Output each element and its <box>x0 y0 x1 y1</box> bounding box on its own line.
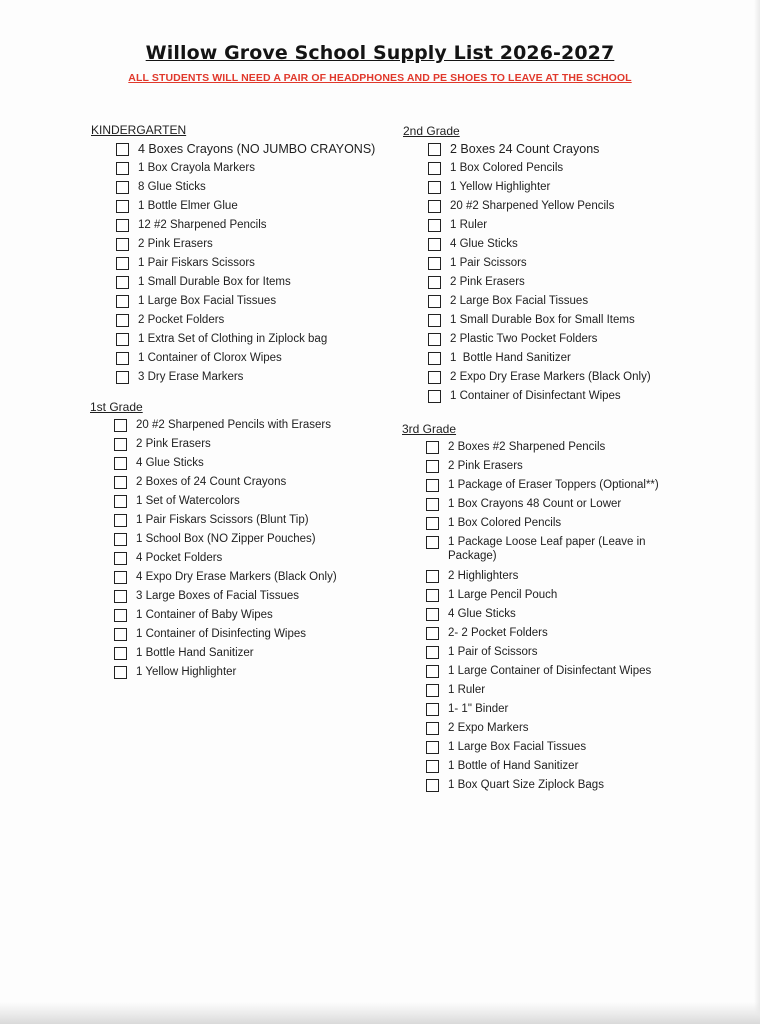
item-label: 2 Plastic Two Pocket Folders <box>450 333 598 345</box>
list-item <box>116 218 375 237</box>
item-label: 1 Large Box Facial Tissues <box>138 295 277 307</box>
list-item <box>426 721 659 740</box>
item-label: 1 School Box (NO Zipper Pouches) <box>136 533 316 545</box>
checkbox[interactable] <box>426 684 439 697</box>
checkbox[interactable] <box>428 390 441 403</box>
item-label: 1 Bottle of Hand Sanitizer <box>448 760 579 772</box>
checkbox[interactable] <box>116 314 129 327</box>
checkbox[interactable] <box>114 590 127 603</box>
list-item <box>426 459 659 478</box>
grade2-section <box>403 123 651 408</box>
list-item <box>116 370 375 389</box>
item-label: 3 Dry Erase Markers <box>138 371 244 383</box>
item-label: 2 Highlighters <box>448 570 519 582</box>
kindergarten-list <box>116 142 375 389</box>
checkbox[interactable] <box>116 352 129 365</box>
list-item <box>426 607 659 626</box>
page-title: Willow Grove School Supply List 2026-2027 <box>145 42 615 64</box>
checkbox[interactable] <box>114 495 127 508</box>
item-label: 1 Container of Disinfecting Wipes <box>136 628 307 640</box>
item-label: 2 Pink Erasers <box>450 276 525 288</box>
checkbox[interactable] <box>428 143 441 156</box>
list-item <box>116 180 375 199</box>
list-item <box>114 608 337 627</box>
item-label: 1 Pair Scissors <box>450 257 527 269</box>
item-label: 1 Bottle Hand Sanitizer <box>136 647 254 659</box>
list-item <box>426 626 659 645</box>
checkbox[interactable] <box>114 514 127 527</box>
item-label: 2 Boxes #2 Sharpened Pencils <box>448 441 606 453</box>
checkbox[interactable] <box>426 589 439 602</box>
checkbox[interactable] <box>116 143 129 156</box>
list-item <box>426 588 659 607</box>
item-label: 4 Glue Sticks <box>450 238 518 250</box>
item-label: 2 Pocket Folders <box>138 314 225 326</box>
checkbox[interactable] <box>114 457 127 470</box>
list-item <box>114 532 337 551</box>
item-label: 1 Package Loose Leaf paper (Leave in Package) <box>448 536 646 562</box>
item-label: 1 Container of Baby Wipes <box>136 609 273 621</box>
list-item <box>428 142 651 161</box>
section-title: 2nd Grade <box>403 124 460 138</box>
list-item <box>428 237 651 256</box>
item-label: 1- 1" Binder <box>448 703 509 715</box>
checkbox[interactable] <box>428 314 441 327</box>
item-label: 1 Pair Fiskars Scissors <box>138 257 255 269</box>
checkbox[interactable] <box>426 779 439 792</box>
list-item <box>116 142 375 161</box>
checkbox[interactable] <box>426 460 439 473</box>
item-label: 1 Pair Fiskars Scissors (Blunt Tip) <box>136 514 309 526</box>
list-item <box>426 535 659 569</box>
section-title: 3rd Grade <box>402 422 457 436</box>
list-item <box>114 570 337 589</box>
list-item <box>116 351 375 370</box>
list-item <box>426 569 659 588</box>
list-item <box>426 516 659 535</box>
checkbox[interactable] <box>426 479 439 492</box>
grade1-section <box>90 399 337 684</box>
grade3-section <box>402 421 659 797</box>
checkbox[interactable] <box>116 238 129 251</box>
list-item <box>426 740 659 759</box>
checkbox[interactable] <box>426 608 439 621</box>
checkbox[interactable] <box>116 181 129 194</box>
checkbox[interactable] <box>114 647 127 660</box>
list-item <box>114 437 337 456</box>
item-label: 12 #2 Sharpened Pencils <box>138 219 267 231</box>
list-item <box>114 665 337 684</box>
item-label: 2 Boxes of 24 Count Crayons <box>136 476 287 488</box>
list-item <box>428 313 651 332</box>
item-label: 4 Glue Sticks <box>136 457 204 469</box>
item-label: 2 Pink Erasers <box>138 238 213 250</box>
list-item <box>116 275 375 294</box>
checkbox[interactable] <box>428 219 441 232</box>
checkbox[interactable] <box>426 665 439 678</box>
list-item <box>114 513 337 532</box>
checkbox[interactable] <box>426 536 439 549</box>
item-label: 1 Small Durable Box for Small Items <box>450 314 635 326</box>
item-label: 1 Box Colored Pencils <box>450 162 564 174</box>
list-item <box>426 683 659 702</box>
page-bottom-shadow <box>0 1002 760 1024</box>
item-label: 1 Bottle Elmer Glue <box>138 200 238 212</box>
page-edge <box>754 0 760 1024</box>
list-item <box>428 370 651 389</box>
list-item <box>426 778 659 797</box>
list-item <box>114 494 337 513</box>
checkbox[interactable] <box>116 333 129 346</box>
list-item <box>428 256 651 275</box>
checkbox[interactable] <box>426 646 439 659</box>
item-label: 1 Ruler <box>448 684 486 696</box>
list-item <box>116 313 375 332</box>
list-item <box>116 256 375 275</box>
list-item <box>116 161 375 180</box>
checkbox[interactable] <box>426 517 439 530</box>
grade1-list <box>114 418 337 684</box>
grade2-list <box>428 142 651 408</box>
list-item <box>426 478 659 497</box>
checkbox[interactable] <box>114 666 127 679</box>
grade3-list <box>426 440 659 797</box>
checkbox[interactable] <box>114 533 127 546</box>
list-item <box>428 389 651 408</box>
list-item <box>426 759 659 778</box>
checkbox[interactable] <box>428 181 441 194</box>
list-item <box>426 702 659 721</box>
item-label: 2 Pink Erasers <box>448 460 523 472</box>
list-item <box>114 475 337 494</box>
checkbox[interactable] <box>426 703 439 716</box>
item-label: 1 Set of Watercolors <box>136 495 240 507</box>
list-item <box>426 440 659 459</box>
checkbox[interactable] <box>426 741 439 754</box>
checkbox[interactable] <box>426 498 439 511</box>
list-item <box>114 456 337 475</box>
checkbox[interactable] <box>116 257 129 270</box>
list-item <box>426 497 659 516</box>
checkbox[interactable] <box>428 371 441 384</box>
list-item <box>428 180 651 199</box>
item-label: 2 Pink Erasers <box>136 438 211 450</box>
item-label: 20 #2 Sharpened Pencils with Erasers <box>136 419 331 431</box>
checkbox[interactable] <box>114 571 127 584</box>
checkbox[interactable] <box>116 219 129 232</box>
checkbox[interactable] <box>114 552 127 565</box>
list-item <box>114 627 337 646</box>
checkbox[interactable] <box>116 371 129 384</box>
item-label: 1 Container of Disinfectant Wipes <box>450 390 621 402</box>
list-item <box>116 332 375 351</box>
item-label: 1 Small Durable Box for Items <box>138 276 291 288</box>
item-label: 1 Ruler <box>450 219 488 231</box>
checkbox[interactable] <box>426 627 439 640</box>
checkbox[interactable] <box>428 276 441 289</box>
checkbox[interactable] <box>114 609 127 622</box>
list-item <box>428 294 651 313</box>
list-item <box>426 645 659 664</box>
list-item <box>116 294 375 313</box>
checkbox[interactable] <box>114 419 127 432</box>
list-item <box>428 332 651 351</box>
item-label: 1 Package of Eraser Toppers (Optional**) <box>448 479 659 491</box>
list-item <box>428 351 651 370</box>
checkbox[interactable] <box>114 438 127 451</box>
section-title: 1st Grade <box>90 400 143 414</box>
list-item <box>428 218 651 237</box>
list-item <box>116 199 375 218</box>
item-label: 1 Large Box Facial Tissues <box>448 741 587 753</box>
item-label: 1 Box Quart Size Ziplock Bags <box>448 779 604 791</box>
item-label: 1 Yellow Highlighter <box>136 666 237 678</box>
checkbox[interactable] <box>116 295 129 308</box>
checkbox[interactable] <box>426 570 439 583</box>
list-item <box>114 418 337 437</box>
list-item <box>114 551 337 570</box>
checkbox[interactable] <box>116 276 129 289</box>
checkbox[interactable] <box>426 441 439 454</box>
item-label: 8 Glue Sticks <box>138 181 206 193</box>
item-label: 20 #2 Sharpened Yellow Pencils <box>450 200 615 212</box>
list-item <box>426 664 659 683</box>
kindergarten-section <box>91 122 375 389</box>
item-label: 1 Box Crayons 48 Count or Lower <box>448 498 622 510</box>
item-label: 4 Pocket Folders <box>136 552 223 564</box>
item-label: 2 Large Box Facial Tissues <box>450 295 589 307</box>
item-label: 1 Extra Set of Clothing in Ziplock bag <box>138 333 328 345</box>
checkbox[interactable] <box>428 352 441 365</box>
item-label: 4 Expo Dry Erase Markers (Black Only) <box>136 571 337 583</box>
page-subtitle: ALL STUDENTS WILL NEED A PAIR OF HEADPHONES AND PE SHOES TO LEAVE AT THE SCHOOL <box>128 72 632 84</box>
item-label: 2- 2 Pocket Folders <box>448 627 548 639</box>
checkbox[interactable] <box>426 760 439 773</box>
checkbox[interactable] <box>116 200 129 213</box>
item-label: 4 Boxes Crayons (NO JUMBO CRAYONS) <box>138 142 376 156</box>
checkbox[interactable] <box>114 476 127 489</box>
item-label: 3 Large Boxes of Facial Tissues <box>136 590 299 602</box>
item-label: 4 Glue Sticks <box>448 608 516 620</box>
checkbox[interactable] <box>428 162 441 175</box>
checkbox[interactable] <box>428 257 441 270</box>
item-label: 1 Large Pencil Pouch <box>448 589 558 601</box>
item-label: 2 Boxes 24 Count Crayons <box>450 142 600 156</box>
list-item <box>116 237 375 256</box>
item-label: 1 Box Crayola Markers <box>138 162 255 174</box>
list-item <box>428 161 651 180</box>
item-label: 1 Box Colored Pencils <box>448 517 562 529</box>
list-item <box>114 646 337 665</box>
item-label: 1 Pair of Scissors <box>448 646 538 658</box>
list-item <box>428 275 651 294</box>
list-item <box>114 589 337 608</box>
item-label: 2 Expo Dry Erase Markers (Black Only) <box>450 371 651 383</box>
item-label: 1 Large Container of Disinfectant Wipes <box>448 665 652 677</box>
list-item <box>428 199 651 218</box>
checkbox[interactable] <box>116 162 129 175</box>
checkbox[interactable] <box>114 628 127 641</box>
item-label: 1 Container of Clorox Wipes <box>138 352 282 364</box>
checkbox[interactable] <box>428 333 441 346</box>
checkbox[interactable] <box>426 722 439 735</box>
checkbox[interactable] <box>428 238 441 251</box>
checkbox[interactable] <box>428 200 441 213</box>
item-label: 1 Yellow Highlighter <box>450 181 551 193</box>
item-label: 2 Expo Markers <box>448 722 529 734</box>
section-title: KINDERGARTEN <box>91 123 187 137</box>
checkbox[interactable] <box>428 295 441 308</box>
item-label: 1 Bottle Hand Sanitizer <box>450 352 571 364</box>
